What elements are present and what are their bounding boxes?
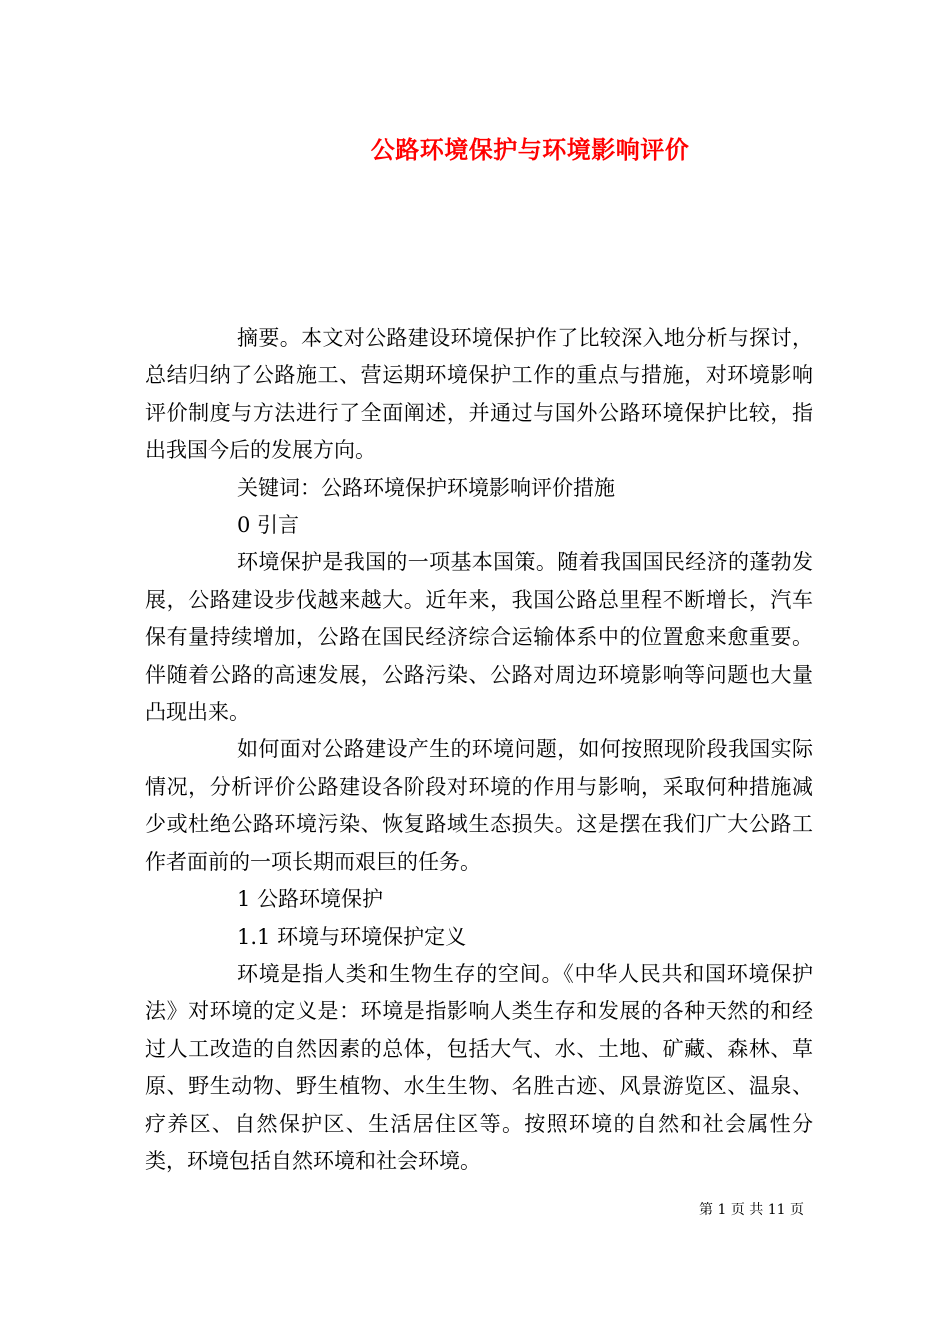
document-body [145, 320, 813, 1180]
page-title: 公路环境保护与环境影响评价 [370, 135, 690, 164]
section-heading-intro: 0 引言 [237, 513, 300, 538]
intro-paragraph-1: 环境保护是我国的一项基本国策。随着我国国民经济的蓬勃发展，公路建设步伐越来越大。近年来，我国公路总里程不断增长，汽车保有量持续增加，公路在国民经济综合运输体系中的位置愈来愈重要。伴随着公路的高速发展，公路污染、公路对周边环境影响等问题也大量凸现出来。 [145, 550, 813, 725]
section-1-1-paragraph-1: 环境是指人类和生物生存的空间。《中华人民共和国环境保护法》对环境的定义是：环境是指影响人类生存和发展的各种天然的和经过人工改造的自然因素的总体，包括大气、水、土地、矿藏、森林、草原、野生动物、野生植物、水生生物、名胜古迹、风景游览区、温泉、疗养区、自然保护区、生活居住区等。按照环境的自然和社会属性分类，环境包括自然环境和社会环境。 [145, 961, 813, 1173]
abstract-paragraph: 摘要。本文对公路建设环境保护作了比较深入地分析与探讨，总结归纳了公路施工、营运期环境保护工作的重点与措施，对环境影响评价制度与方法进行了全面阐述，并通过与国外公路环境保护比较，指出我国今后的发展方向。 [145, 326, 813, 463]
page-number-footer: 第 1 页 共 11 页 [699, 1202, 804, 1218]
section-heading-1: 1 公路环境保护 [237, 887, 384, 912]
keywords-line: 关键词：公路环境保护环境影响评价措施 [237, 475, 615, 500]
intro-paragraph-2: 如何面对公路建设产生的环境问题，如何按照现阶段我国实际情况，分析评价公路建设各阶段对环境的作用与影响，采取何种措施减少或杜绝公路环境污染、恢复路域生态损失。这是摆在我们广大公路工作者面前的一项长期而艰巨的任务。 [145, 737, 813, 874]
section-heading-1-1: 1.1 环境与环境保护定义 [237, 924, 467, 949]
